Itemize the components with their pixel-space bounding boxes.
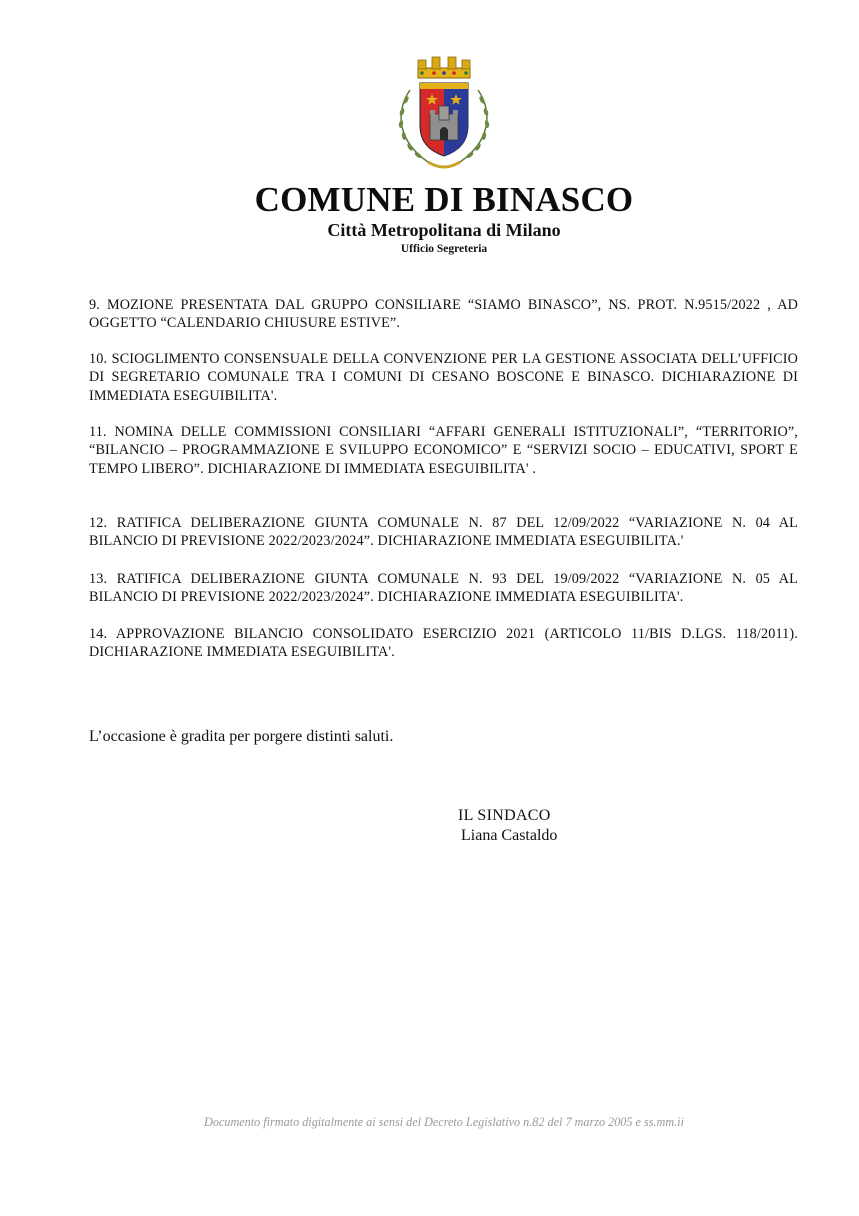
- digital-signature-footer: Documento firmato digitalmente ai sensi del Decreto Legislativo n.82 del 7 marzo 2005 e ss.mm.ii: [204, 1115, 684, 1129]
- office-name: Ufficio Segreteria: [400, 243, 488, 255]
- agenda-item: 13. RATIFICA DELIBERAZIONE GIUNTA COMUNALE N. 93 DEL 19/09/2022 “VARIAZIONE N. 05 AL BILANCIO DI PREVISIONE 2022/2023/2024”. DICHIARAZIONE IMMEDIATA ESEGUIBILITA'.: [89, 571, 798, 606]
- signature-title: IL SINDACO: [458, 807, 551, 824]
- municipality-name: COMUNE DI BINASCO: [254, 180, 634, 219]
- agenda-item: 12. RATIFICA DELIBERAZIONE GIUNTA COMUNALE N. 87 DEL 12/09/2022 “VARIAZIONE N. 04 AL BILANCIO DI PREVISIONE 2022/2023/2024”. DICHIARAZIONE IMMEDIATA ESEGUIBILITA.': [89, 515, 798, 550]
- crown-icon: [418, 57, 470, 78]
- agenda-item: 14. APPROVAZIONE BILANCIO CONSOLIDATO ESERCIZIO 2021 (ARTICOLO 11/BIS D.LGS. 118/2011). DICHIARAZIONE IMMEDIATA ESEGUIBILITA'.: [89, 626, 798, 661]
- agenda-item: 10. SCIOGLIMENTO CONSENSUALE DELLA CONVENZIONE PER LA GESTIONE ASSOCIATA DELL’UFFICIO DI SEGRETARIO COMUNALE TRA I COMUNI DI CESANO BOSCONE E BINASCO. DICHIARAZIONE DI IMMEDIATA ESEGUIBILITA'.: [89, 351, 798, 404]
- coat-of-arms-icon: [388, 50, 500, 178]
- agenda-item: 9. MOZIONE PRESENTATA DAL GRUPPO CONSILIARE “SIAMO BINASCO”, NS. PROT. N.9515/2022 , AD OGGETTO “CALENDARIO CHIUSURE ESTIVE”.: [89, 297, 798, 332]
- municipality-subtitle: Città Metropolitana di Milano: [327, 220, 561, 240]
- signature-name: Liana Castaldo: [461, 827, 558, 844]
- shield-icon: [420, 83, 468, 156]
- closing-text: L’occasione è gradita per porgere distinti saluti.: [89, 728, 394, 745]
- agenda-item: 11. NOMINA DELLE COMMISSIONI CONSILIARI “AFFARI GENERALI ISTITUZIONALI”, “TERRITORIO”, “BILANCIO – PROGRAMMAZIONE E SVILUPPO ECONOMICO” E “SERVIZI SOCIO – EDUCATIVI, SPORT E TEMPO LIBERO”. DICHIARAZIONE DI IMMEDIATA ESEGUIBILITA' .: [89, 424, 798, 477]
